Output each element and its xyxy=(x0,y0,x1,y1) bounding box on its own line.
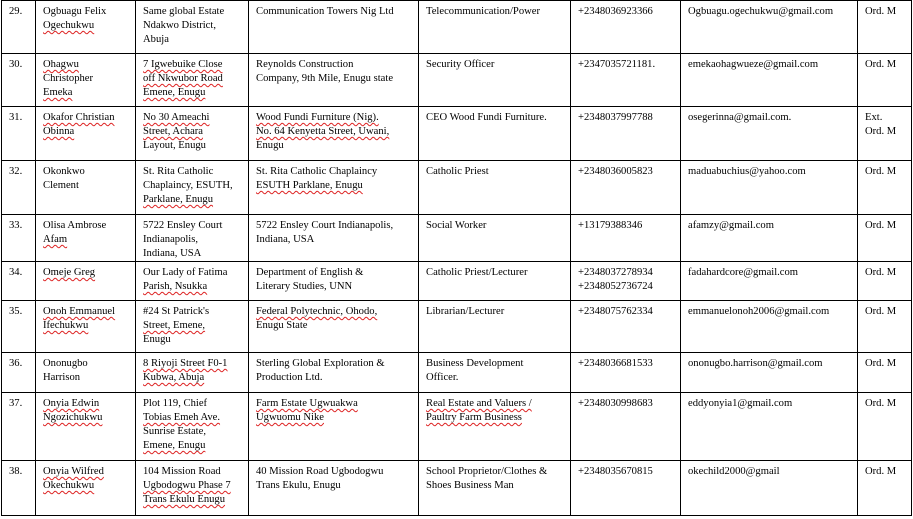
workplace: Communication Towers Nig Ltd xyxy=(249,1,419,54)
email-address: ononugbo.harrison@gmail.com xyxy=(681,353,858,393)
members-table-body xyxy=(2,1,912,516)
workplace: Wood Fundi Furniture (Nig). No. 64 Kenyetta Street, Uwani, Enugu xyxy=(249,107,419,161)
occupation: Real Estate and Valuers / Paultry Farm Business xyxy=(419,393,571,461)
table-row xyxy=(2,54,912,107)
workplace: 5722 Ensley Court Indianapolis, Indiana, USA xyxy=(249,215,419,262)
membership-status: Ord. M xyxy=(858,215,912,262)
home-address: No 30 Ameachi Street, Achara Layout, Enugu xyxy=(136,107,249,161)
member-name: Onyia Edwin Ngozichukwu xyxy=(36,393,136,461)
occupation: Librarian/Lecturer xyxy=(419,301,571,353)
membership-status: Ord. M xyxy=(858,1,912,54)
occupation: Business Development Officer. xyxy=(419,353,571,393)
serial-number: 29. xyxy=(2,1,36,54)
membership-status: Ord. M xyxy=(858,461,912,516)
workplace: 40 Mission Road Ugbodogwu Trans Ekulu, Enugu xyxy=(249,461,419,516)
table-row xyxy=(2,262,912,301)
workplace: Farm Estate Ugwuakwa Ugwuomu Nike xyxy=(249,393,419,461)
member-name: Okonkwo Clement xyxy=(36,161,136,215)
serial-number: 32. xyxy=(2,161,36,215)
member-name: Omeje Greg xyxy=(36,262,136,301)
phone-number: +2348035670815 xyxy=(571,461,681,516)
membership-status: Ord. M xyxy=(858,353,912,393)
home-address: 8 Riyoji Street F0-1 Kubwa, Abuja xyxy=(136,353,249,393)
email-address: maduabuchius@yahoo.com xyxy=(681,161,858,215)
table-row xyxy=(2,1,912,54)
email-address: okechild2000@gmail xyxy=(681,461,858,516)
phone-number: +2348030998683 xyxy=(571,393,681,461)
email-address: osegerinna@gmail.com. xyxy=(681,107,858,161)
occupation: Security Officer xyxy=(419,54,571,107)
home-address: 7 Igwebuike Close off Nkwubor Road Emene, Enugu xyxy=(136,54,249,107)
home-address: Our Lady of Fatima Parish, Nsukka xyxy=(136,262,249,301)
member-name: Ohagwu Christopher Emeka xyxy=(36,54,136,107)
membership-status: Ord. M xyxy=(858,393,912,461)
home-address: #24 St Patrick's Street, Emene, Enugu xyxy=(136,301,249,353)
occupation: Social Worker xyxy=(419,215,571,262)
phone-number: +13179388346 xyxy=(571,215,681,262)
serial-number: 35. xyxy=(2,301,36,353)
occupation: CEO Wood Fundi Furniture. xyxy=(419,107,571,161)
table-row xyxy=(2,161,912,215)
member-name: Onoh Emmanuel Ifechukwu xyxy=(36,301,136,353)
home-address: 104 Mission Road Ugbodogwu Phase 7 Trans Ekulu Enugu xyxy=(136,461,249,516)
workplace: Sterling Global Exploration & Production Ltd. xyxy=(249,353,419,393)
member-name: Ononugbo Harrison xyxy=(36,353,136,393)
phone-number: +2348036681533 xyxy=(571,353,681,393)
membership-status: Ext. Ord. M xyxy=(858,107,912,161)
workplace: St. Rita Catholic Chaplaincy ESUTH Parklane, Enugu xyxy=(249,161,419,215)
table-row xyxy=(2,301,912,353)
table-row xyxy=(2,461,912,516)
serial-number: 30. xyxy=(2,54,36,107)
occupation: Catholic Priest xyxy=(419,161,571,215)
phone-number: +2348036005823 xyxy=(571,161,681,215)
home-address: Same global Estate Ndakwo District, Abuja xyxy=(136,1,249,54)
email-address: Ogbuagu.ogechukwu@gmail.com xyxy=(681,1,858,54)
workplace: Department of English & Literary Studies, UNN xyxy=(249,262,419,301)
phone-number: +2348036923366 xyxy=(571,1,681,54)
home-address: St. Rita Catholic Chaplaincy, ESUTH, Parklane, Enugu xyxy=(136,161,249,215)
table-row xyxy=(2,107,912,161)
email-address: eddyonyia1@gmail.com xyxy=(681,393,858,461)
email-address: emekaohagwueze@gmail.com xyxy=(681,54,858,107)
member-name: Ogbuagu Felix Ogechukwu xyxy=(36,1,136,54)
membership-status: Ord. M xyxy=(858,161,912,215)
email-address: fadahardcore@gmail.com xyxy=(681,262,858,301)
serial-number: 37. xyxy=(2,393,36,461)
table-row xyxy=(2,353,912,393)
email-address: emmanuelonoh2006@gmail.com xyxy=(681,301,858,353)
membership-status: Ord. M xyxy=(858,262,912,301)
home-address: Plot 119, Chief Tobias Emeh Ave. Sunrise Estate, Emene, Enugu xyxy=(136,393,249,461)
phone-number: +2348037278934 +2348052736724 xyxy=(571,262,681,301)
members-table xyxy=(1,0,912,516)
table-row xyxy=(2,393,912,461)
phone-number: +2348075762334 xyxy=(571,301,681,353)
serial-number: 31. xyxy=(2,107,36,161)
occupation: Telecommunication/Power xyxy=(419,1,571,54)
serial-number: 38. xyxy=(2,461,36,516)
serial-number: 36. xyxy=(2,353,36,393)
serial-number: 33. xyxy=(2,215,36,262)
phone-number: +2347035721181. xyxy=(571,54,681,107)
workplace: Reynolds Construction Company, 9th Mile, Enugu state xyxy=(249,54,419,107)
home-address: 5722 Ensley Court Indianapolis, Indiana, USA xyxy=(136,215,249,262)
occupation: School Proprietor/Clothes & Shoes Business Man xyxy=(419,461,571,516)
table-row xyxy=(2,215,912,262)
member-name: Onyia Wilfred Okechukwu xyxy=(36,461,136,516)
member-name: Olisa Ambrose Afam xyxy=(36,215,136,262)
occupation: Catholic Priest/Lecturer xyxy=(419,262,571,301)
membership-status: Ord. M xyxy=(858,54,912,107)
serial-number: 34. xyxy=(2,262,36,301)
workplace: Federal Polytechnic, Ohodo, Enugu State xyxy=(249,301,419,353)
email-address: afamzy@gmail.com xyxy=(681,215,858,262)
membership-status: Ord. M xyxy=(858,301,912,353)
phone-number: +2348037997788 xyxy=(571,107,681,161)
member-name: Okafor Christian Obinna xyxy=(36,107,136,161)
